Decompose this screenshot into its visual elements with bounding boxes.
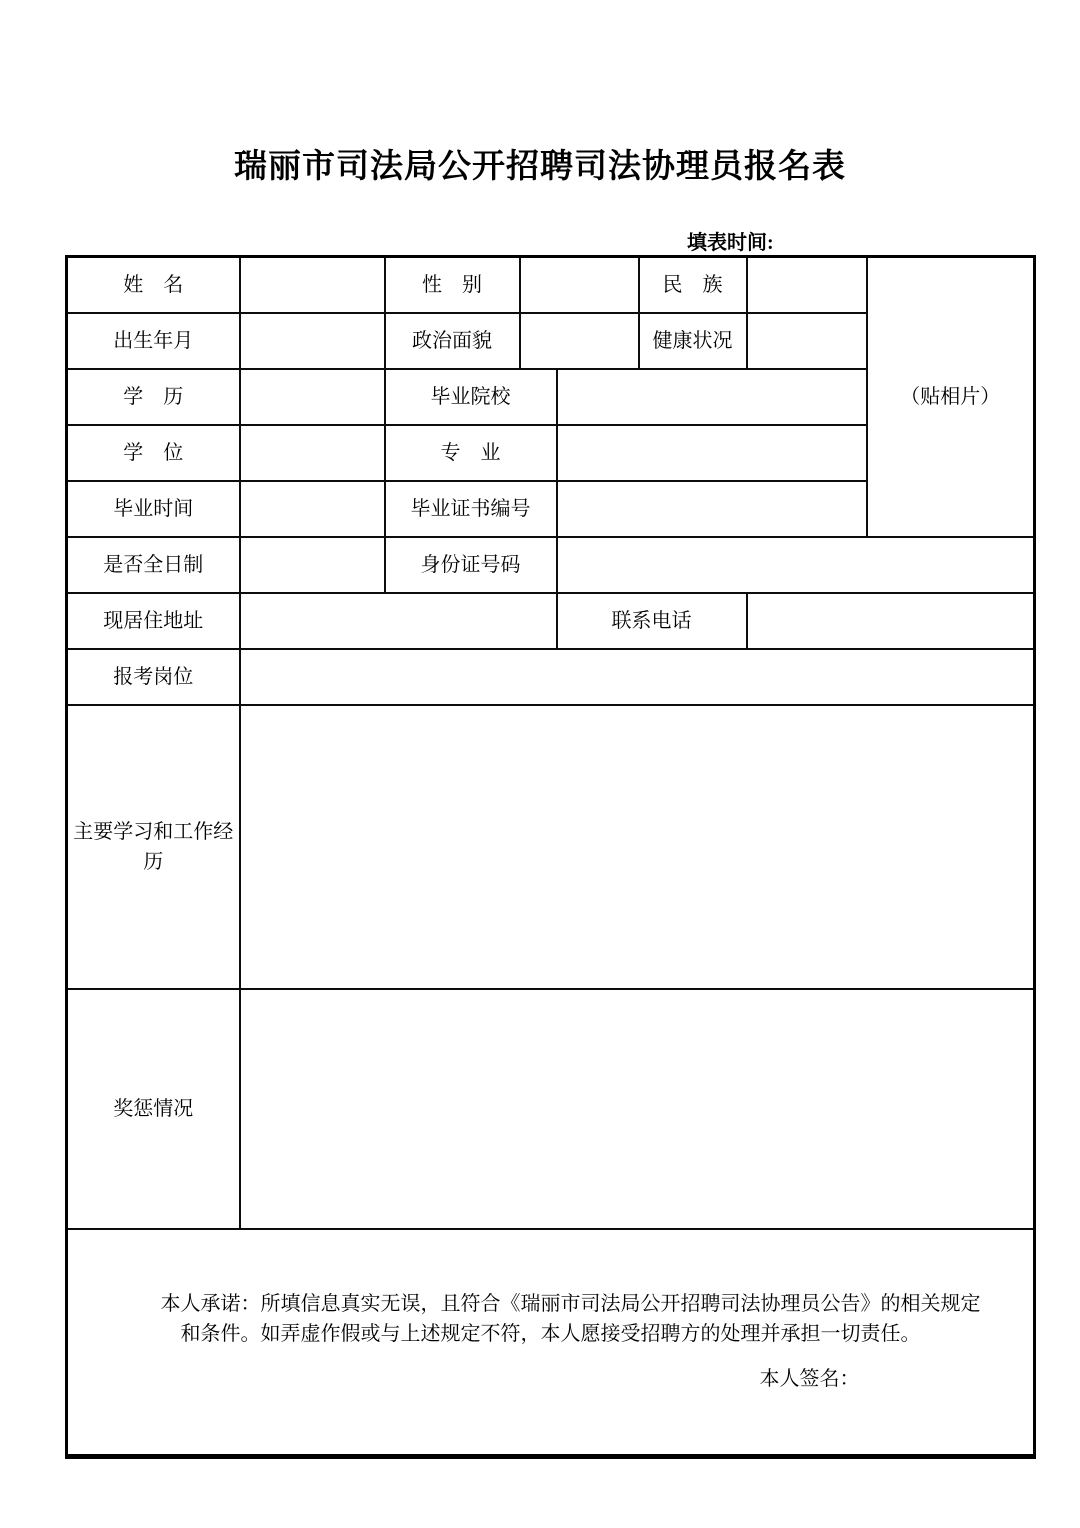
degree-input-cell[interactable] bbox=[240, 425, 385, 481]
major-label: 专 业 bbox=[385, 425, 557, 481]
political-status-input-cell[interactable] bbox=[520, 313, 639, 369]
table-row bbox=[67, 649, 1035, 705]
form-time-label: 填表时间: bbox=[687, 232, 774, 254]
table-row bbox=[67, 537, 1035, 593]
table-row bbox=[67, 705, 1035, 989]
phone-input-cell[interactable] bbox=[747, 593, 1035, 649]
rewards-punishments-label: 奖惩情况 bbox=[67, 989, 240, 1229]
signature-label[interactable]: 本人签名： bbox=[759, 1368, 860, 1391]
political-status-label: 政治面貌 bbox=[385, 313, 520, 369]
major-input-cell[interactable] bbox=[557, 425, 867, 481]
table-row bbox=[67, 989, 1035, 1229]
birth-date-label: 出生年月 bbox=[67, 313, 240, 369]
ethnic-label: 民 族 bbox=[639, 257, 747, 313]
name-label: 姓 名 bbox=[67, 257, 240, 313]
experience-label: 主要学习和工作经历 bbox=[67, 705, 240, 989]
address-input-cell[interactable] bbox=[240, 593, 557, 649]
health-status-input-cell[interactable] bbox=[747, 313, 867, 369]
table-row bbox=[67, 1229, 1035, 1457]
education-input-cell[interactable] bbox=[240, 369, 385, 425]
ethnic-input-cell[interactable] bbox=[747, 257, 867, 313]
id-number-input-cell[interactable] bbox=[557, 537, 1035, 593]
page-title: 瑞丽市司法局公开招聘司法协理员报名表 bbox=[234, 149, 846, 185]
gender-label: 性 别 bbox=[385, 257, 520, 313]
table-row bbox=[67, 257, 1035, 313]
address-label: 现居住地址 bbox=[67, 593, 240, 649]
rewards-punishments-input-cell[interactable] bbox=[240, 989, 1035, 1229]
name-input-cell[interactable] bbox=[240, 257, 385, 313]
graduate-school-input-cell[interactable] bbox=[557, 369, 867, 425]
application-form-table bbox=[65, 255, 1036, 1459]
photo-placeholder-cell: （贴相片） bbox=[867, 257, 1035, 537]
graduation-date-input-cell[interactable] bbox=[240, 481, 385, 537]
pledge-text-line1: 本人承诺：所填信息真实无误，且符合《瑞丽市司法局公开招聘司法协理员公告》的相关规定 bbox=[160, 1293, 981, 1316]
applied-position-input-cell[interactable] bbox=[240, 649, 1035, 705]
experience-input-cell[interactable] bbox=[240, 705, 1035, 989]
pledge-text-line2: 和条件。如弄虚作假或与上述规定不符，本人愿接受招聘方的处理并承担一切责任。 bbox=[180, 1323, 921, 1346]
applied-position-label: 报考岗位 bbox=[67, 649, 240, 705]
id-number-label: 身份证号码 bbox=[385, 537, 557, 593]
education-label: 学 历 bbox=[67, 369, 240, 425]
degree-label: 学 位 bbox=[67, 425, 240, 481]
graduate-school-label: 毕业院校 bbox=[385, 369, 557, 425]
health-status-label: 健康状况 bbox=[639, 313, 747, 369]
graduation-date-label: 毕业时间 bbox=[67, 481, 240, 537]
gender-input-cell[interactable] bbox=[520, 257, 639, 313]
birth-date-input-cell[interactable] bbox=[240, 313, 385, 369]
fulltime-input-cell[interactable] bbox=[240, 537, 385, 593]
pledge-cell bbox=[67, 1229, 1035, 1457]
diploma-number-label: 毕业证书编号 bbox=[385, 481, 557, 537]
fulltime-label: 是否全日制 bbox=[67, 537, 240, 593]
table-row bbox=[67, 593, 1035, 649]
diploma-number-input-cell[interactable] bbox=[557, 481, 867, 537]
phone-label: 联系电话 bbox=[557, 593, 747, 649]
